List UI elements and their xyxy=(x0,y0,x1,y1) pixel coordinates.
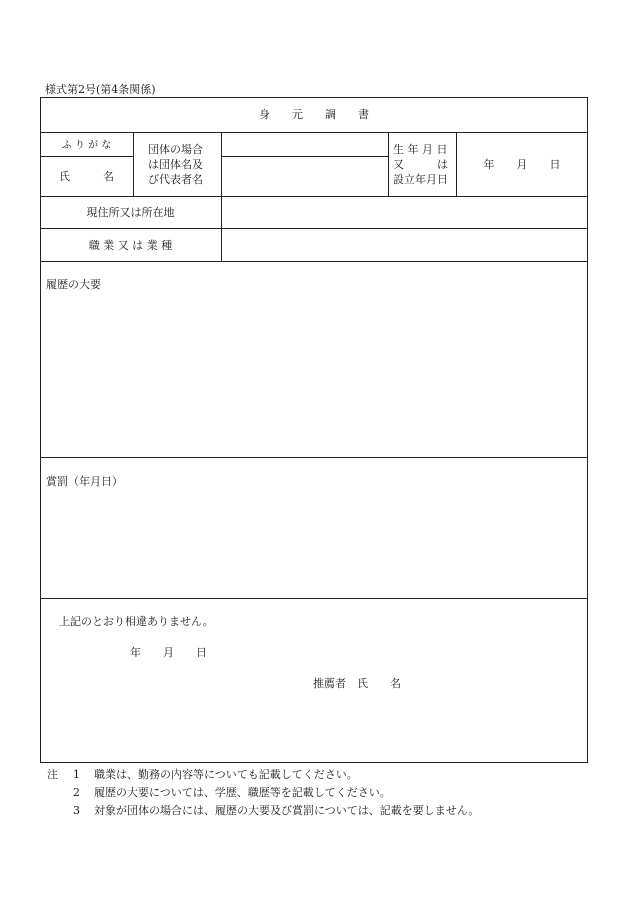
birth-label-line3: 設立年月日 xyxy=(393,173,448,186)
group-case-label-line3: び代表者名 xyxy=(148,173,203,186)
birth-date-placeholder: 年 月 日 xyxy=(483,158,561,171)
statement-text: 上記のとおり相違ありません。 xyxy=(59,615,214,628)
recommender-name-field[interactable] xyxy=(420,670,570,694)
group-case-label-line1: 団体の場合 xyxy=(148,143,203,156)
birth-label-line1: 生 年 月 日 xyxy=(393,143,448,156)
note-text: 職業は、勤務の内容等についても記載してください。 xyxy=(94,768,358,781)
notes-prefix: 注 xyxy=(47,768,58,781)
award-label: 賞罰（年月日） xyxy=(46,475,123,488)
address-label: 現住所又は所在地 xyxy=(86,206,175,219)
divider xyxy=(40,261,588,262)
name-label: 氏 名 xyxy=(59,170,114,183)
divider xyxy=(40,598,588,599)
address-field[interactable] xyxy=(222,197,588,228)
divider xyxy=(40,457,588,458)
statement-date: 年 月 日 xyxy=(130,646,207,659)
furigana-field[interactable] xyxy=(222,133,388,156)
note-text: 履歴の大要については、学歴、職歴等を記載してください。 xyxy=(94,786,391,799)
furigana-label: ふ り が な xyxy=(61,140,112,151)
form-number-label: 様式第2号(第4条関係) xyxy=(45,83,156,96)
document-title: 身 元 調 書 xyxy=(259,108,369,121)
divider xyxy=(40,156,133,157)
career-field[interactable] xyxy=(41,295,588,457)
occupation-field[interactable] xyxy=(222,229,588,261)
award-field[interactable] xyxy=(41,492,588,598)
birth-date-field[interactable] xyxy=(457,133,588,196)
note-text: 対象が団体の場合には、履歴の大要及び賞罰については、記載を要しません。 xyxy=(94,804,480,817)
occupation-label: 職 業 又 は 業 種 xyxy=(88,239,173,252)
name-field[interactable] xyxy=(222,157,388,196)
note-number: 1 xyxy=(73,768,80,781)
divider xyxy=(388,132,389,196)
note-number: 2 xyxy=(73,786,80,799)
recommender-label: 推薦者 氏 名 xyxy=(313,677,401,690)
note-number: 3 xyxy=(73,804,80,817)
career-label: 履歴の大要 xyxy=(46,278,101,291)
birth-label-line2: 又 は xyxy=(393,158,448,171)
group-case-label-line2: は団体名及 xyxy=(148,158,203,171)
divider xyxy=(133,132,134,196)
